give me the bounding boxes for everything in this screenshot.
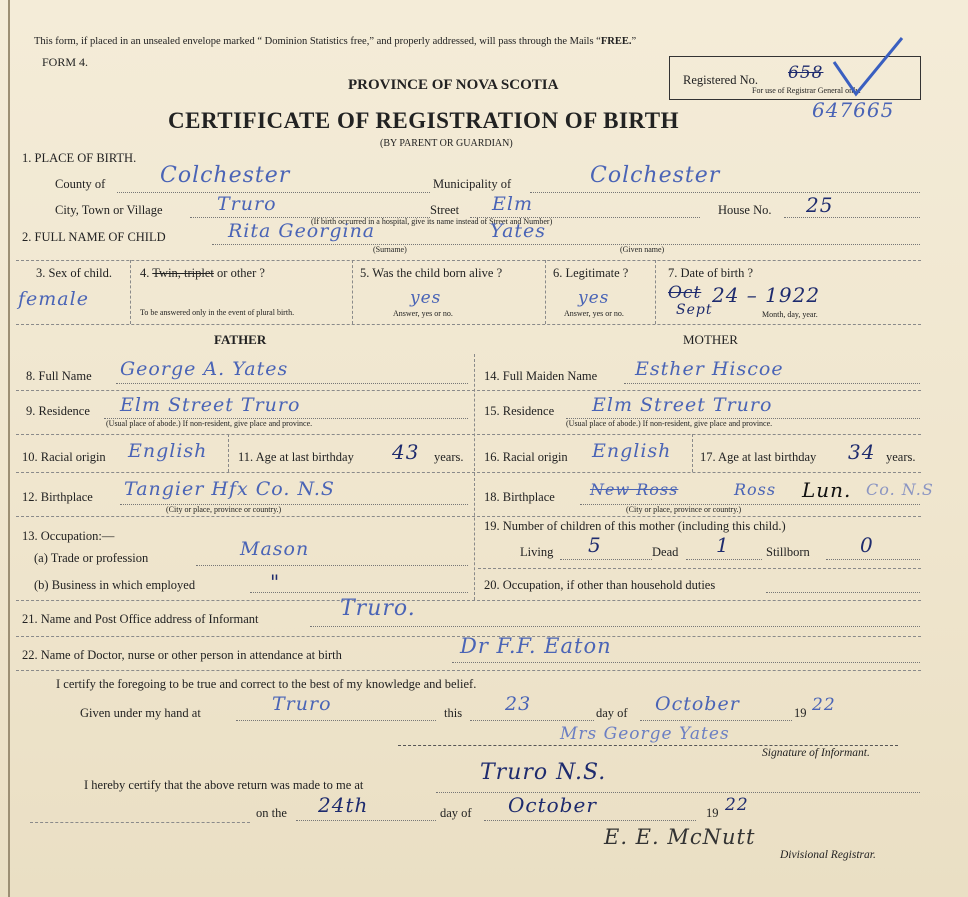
- col-divider-a: [130, 260, 131, 324]
- mother-residence: Elm Street Truro: [592, 394, 773, 416]
- father-residence-note: (Usual place of abode.) If non-resident, give place and province.: [106, 419, 313, 428]
- divider-8: [16, 600, 921, 601]
- mail-notice-text: This form, if placed in an unsealed envelope marked “ Dominion Statistics free,” and properly addressed, will pass through the Mails “: [34, 36, 601, 47]
- province-heading: PROVINCE OF NOVA SCOTIA: [348, 77, 559, 93]
- father-race-label: 10. Racial origin: [22, 450, 106, 464]
- dob-note: Month, day, year.: [762, 310, 818, 319]
- dob-label: 7. Date of birth ?: [668, 266, 754, 280]
- dob-struck-month: Oct: [668, 283, 702, 303]
- alive-label: 5. Was the child born alive ?: [360, 266, 503, 280]
- registrar-use-note: For use of Registrar General only.: [752, 86, 861, 95]
- father-residence: Elm Street Truro: [120, 394, 301, 416]
- on-the-label: on the: [256, 806, 287, 820]
- twin-label-number: 4.: [140, 266, 153, 280]
- mother-birthplace-county: Lun.: [802, 478, 852, 502]
- stillborn-value: 0: [860, 533, 874, 557]
- house-label: House No.: [718, 203, 772, 217]
- mother-residence-note: (Usual place of abode.) If non-resident, give place and province.: [566, 419, 773, 428]
- mother-birthplace-struck: New Ross: [590, 480, 679, 499]
- left-dash-line: [30, 822, 250, 823]
- alive-note: Answer, yes or no.: [393, 309, 453, 318]
- mother-heading: MOTHER: [683, 332, 738, 347]
- father-age-label: 11. Age at last birthday: [238, 450, 354, 464]
- given-under-label: Given under my hand at: [80, 706, 201, 720]
- registrar-year: 22: [725, 795, 749, 815]
- given-name-note: (Given name): [620, 245, 665, 254]
- mother-name: Esther Hiscoe: [635, 358, 784, 380]
- mother-residence-label: 15. Residence: [484, 404, 555, 418]
- alive-value: yes: [410, 288, 442, 308]
- signature-line: [398, 745, 898, 746]
- given-month: October: [655, 693, 740, 715]
- divider-4: [16, 434, 921, 435]
- sex-label: 3. Sex of child.: [36, 266, 113, 280]
- divisional-registrar-label: Divisional Registrar.: [780, 849, 876, 861]
- page-subtitle: (BY PARENT OR GUARDIAN): [380, 138, 513, 149]
- mother-age-divider: [692, 434, 693, 472]
- place-of-birth-heading: 1. PLACE OF BIRTH.: [22, 151, 137, 165]
- trade-value: Mason: [240, 538, 310, 560]
- street-label: Street: [430, 203, 460, 217]
- county-value: Colchester: [160, 163, 291, 188]
- registrar-certify-text: I hereby certify that the above return was made to me at: [84, 778, 364, 792]
- city-value: Truro: [217, 193, 277, 215]
- mother-birthplace-note: (City or place, province or country.): [626, 505, 742, 514]
- trade-line: [196, 565, 468, 566]
- dob-value: 24 – 1922: [712, 283, 821, 307]
- business-value: ": [270, 570, 281, 594]
- registrar-day: 24th: [318, 793, 369, 817]
- mother-race: English: [592, 440, 672, 462]
- checkmark-icon: [828, 32, 908, 102]
- county-label: County of: [55, 177, 106, 191]
- certify-text: I certify the foregoing to be true and correct to the best of my knowledge and belief.: [56, 677, 477, 691]
- divider-7: [478, 568, 921, 569]
- divider-2: [16, 324, 921, 325]
- father-residence-label: 9. Residence: [26, 404, 90, 418]
- stillborn-label: Stillborn: [766, 545, 810, 559]
- doctor-line: [452, 662, 920, 663]
- signature-informant-label: Signature of Informant.: [762, 747, 870, 759]
- municipality-label: Municipality of: [433, 177, 512, 191]
- dead-label: Dead: [652, 545, 679, 559]
- divider-1: [16, 260, 921, 261]
- doctor-value: Dr F.F. Eaton: [460, 634, 612, 658]
- given-place-line: [236, 720, 436, 721]
- mother-birthplace-tail: Co. N.S: [866, 480, 934, 499]
- mother-birthplace-label: 18. Birthplace: [484, 490, 555, 504]
- father-birthplace-note: (City or place, province or country.): [166, 505, 282, 514]
- reg-month-line: [484, 820, 696, 821]
- father-name: George A. Yates: [120, 358, 289, 380]
- mail-notice: [34, 36, 636, 47]
- divider-5: [16, 472, 921, 473]
- child-surname: Yates: [490, 220, 547, 242]
- this-label: this: [444, 706, 463, 720]
- dead-value: 1: [716, 533, 730, 557]
- twin-label-struck: Twin, triplet: [152, 266, 214, 280]
- reg-year-prefix: 19: [706, 806, 719, 820]
- house-line: [784, 217, 920, 218]
- form-number: FORM 4.: [42, 55, 89, 69]
- father-occupation-label: 13. Occupation:—: [22, 529, 115, 543]
- surname-note: (Surname): [373, 245, 407, 254]
- mother-age-years: years.: [886, 450, 916, 464]
- mother-name-line: [624, 383, 920, 384]
- day-of-label: day of: [596, 706, 628, 720]
- day-line: [470, 720, 594, 721]
- mother-birthplace: Ross: [734, 480, 777, 499]
- divider-10: [16, 670, 921, 671]
- informant-signature: Mrs George Yates: [560, 724, 730, 744]
- business-label: (b) Business in which employed: [34, 578, 196, 592]
- mail-notice-end: ”: [631, 36, 637, 47]
- reg-day-of-label: day of: [440, 806, 472, 820]
- father-age-divider: [228, 434, 229, 472]
- legitimate-value: yes: [578, 288, 610, 308]
- page-edge: [8, 0, 10, 897]
- mother-race-label: 16. Racial origin: [484, 450, 568, 464]
- reg-day-line: [296, 820, 436, 821]
- business-line: [250, 592, 468, 593]
- given-year: 22: [812, 695, 836, 715]
- father-name-label: 8. Full Name: [26, 369, 92, 383]
- municipality-value: Colchester: [590, 163, 721, 188]
- father-age: 43: [392, 440, 420, 464]
- city-label: City, Town or Village: [55, 203, 163, 217]
- dead-line: [686, 559, 762, 560]
- given-place: Truro: [272, 693, 332, 715]
- divider-6: [16, 516, 921, 517]
- twin-label: [140, 266, 265, 281]
- legitimate-note: Answer, yes or no.: [564, 309, 624, 318]
- mother-age: 34: [848, 440, 876, 464]
- twin-label-end: or other ?: [213, 266, 265, 280]
- given-day: 23: [505, 693, 532, 715]
- registered-label: Registered No.: [683, 73, 758, 87]
- year-prefix: 19: [794, 706, 807, 720]
- free-label: FREE.: [600, 36, 632, 47]
- twin-note: To be answered only in the event of plural birth.: [140, 308, 295, 317]
- legitimate-label: 6. Legitimate ?: [553, 266, 629, 280]
- father-heading: FATHER: [214, 332, 267, 347]
- father-birthplace: Tangier Hfx Co. N.S: [124, 478, 335, 500]
- trade-label: (a) Trade or profession: [34, 551, 149, 565]
- child-name-line: [212, 244, 920, 245]
- col-divider-d: [655, 260, 656, 324]
- child-given-name: Rita Georgina: [228, 220, 376, 242]
- month-line: [640, 720, 792, 721]
- stillborn-line: [826, 559, 920, 560]
- living-label: Living: [520, 545, 554, 559]
- mother-occupation-line: [766, 592, 920, 593]
- registration-number: 647665: [812, 98, 895, 122]
- col-divider-b: [352, 260, 353, 324]
- informant-value: Truro.: [340, 596, 416, 621]
- sex-value: female: [18, 288, 89, 310]
- col-divider-c: [545, 260, 546, 324]
- father-age-years: years.: [434, 450, 464, 464]
- registered-struck-number: 658: [788, 63, 824, 83]
- father-race: English: [128, 440, 208, 462]
- informant-label: 21. Name and Post Office address of Informant: [22, 612, 259, 626]
- father-name-line: [116, 383, 468, 384]
- municipality-line: [530, 192, 920, 193]
- registrar-month: October: [508, 793, 597, 817]
- doctor-label: 22. Name of Doctor, nurse or other person in attendance at birth: [22, 648, 342, 662]
- street-value: Elm: [492, 193, 533, 215]
- mother-age-label: 17. Age at last birthday: [700, 450, 817, 464]
- mother-name-label: 14. Full Maiden Name: [484, 369, 598, 383]
- father-birthplace-label: 12. Birthplace: [22, 490, 93, 504]
- hospital-note: (If birth occurred in a hospital, give its name instead of Street and Number): [311, 217, 553, 226]
- child-name-label: 2. FULL NAME OF CHILD: [22, 230, 166, 244]
- children-count-label: 19. Number of children of this mother (including this child.): [484, 519, 786, 533]
- page-title: CERTIFICATE OF REGISTRATION OF BIRTH: [168, 108, 679, 133]
- divider-3: [16, 390, 921, 391]
- living-line: [560, 559, 652, 560]
- mother-occupation-label: 20. Occupation, if other than household duties: [484, 578, 716, 592]
- registrar-signature: E. E. McNutt: [604, 825, 756, 849]
- informant-line: [310, 626, 920, 627]
- registrar-place: Truro N.S.: [480, 760, 607, 785]
- house-value: 25: [806, 193, 834, 217]
- living-value: 5: [588, 533, 602, 557]
- dob-month: Sept: [676, 302, 713, 318]
